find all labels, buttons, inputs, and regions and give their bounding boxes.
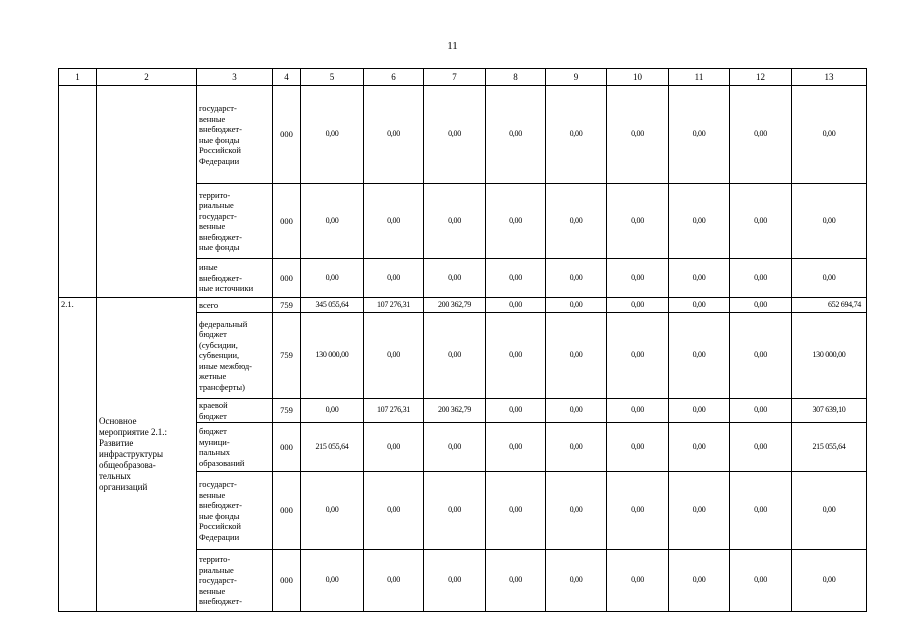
budget-code: 000 [273, 184, 301, 259]
amount-cell: 0,00 [546, 86, 607, 184]
funding-source-line: внебюджет- [199, 231, 242, 242]
amount-cell: 0,00 [792, 472, 867, 550]
funding-source-line: ные источники [199, 283, 254, 294]
section-title-line: мероприятие 2.1.: [99, 427, 167, 437]
funding-source [197, 259, 273, 298]
funding-source-line: трансферты) [199, 381, 245, 392]
amount-cell: 0,00 [364, 313, 424, 399]
column-header: 5 [301, 69, 364, 86]
amount-cell: 0,00 [730, 259, 792, 298]
funding-source [197, 298, 273, 313]
funding-source-line: террито- [199, 189, 231, 200]
amount-cell: 0,00 [301, 472, 364, 550]
funding-source-line: муници- [199, 436, 230, 447]
funding-source [197, 86, 273, 184]
amount-cell: 0,00 [546, 472, 607, 550]
amount-cell: 0,00 [546, 184, 607, 259]
funding-source [197, 184, 273, 259]
amount-cell: 0,00 [669, 550, 730, 612]
amount-cell: 0,00 [546, 399, 607, 423]
amount-cell: 200 362,79 [424, 399, 486, 423]
budget-code: 000 [273, 423, 301, 472]
amount-cell: 0,00 [607, 184, 669, 259]
amount-cell: 0,00 [364, 184, 424, 259]
funding-source-line: иные [199, 262, 218, 273]
funding-source-line: государст- [199, 210, 237, 221]
section-title-line: организаций [99, 482, 148, 492]
funding-source [197, 399, 273, 423]
amount-cell: 0,00 [301, 399, 364, 423]
funding-source-line: венные [199, 221, 226, 231]
amount-cell: 0,00 [424, 423, 486, 472]
funding-source-line: федеральный [199, 318, 248, 329]
funding-source-line: всего [199, 299, 219, 310]
section-number: 2.1. [59, 298, 97, 612]
description-cell [97, 86, 197, 298]
funding-source-line: образований [199, 457, 245, 468]
funding-source-line: пальных [199, 447, 231, 457]
amount-cell: 0,00 [669, 472, 730, 550]
amount-cell: 0,00 [730, 298, 792, 313]
funding-source-line: бюджет [199, 426, 227, 436]
funding-source-line: Российской [199, 145, 241, 155]
amount-cell: 215 055,64 [792, 423, 867, 472]
budget-code: 759 [273, 298, 301, 313]
amount-cell: 0,00 [486, 472, 546, 550]
amount-cell: 130 000,00 [792, 313, 867, 399]
column-header: 11 [669, 69, 730, 86]
funding-source-line: бюджет [199, 410, 227, 421]
amount-cell: 130 000,00 [301, 313, 364, 399]
header-row [59, 69, 867, 86]
amount-cell: 0,00 [669, 298, 730, 313]
amount-cell: 0,00 [669, 86, 730, 184]
amount-cell: 0,00 [486, 259, 546, 298]
amount-cell: 107 276,31 [364, 298, 424, 313]
budget-code: 000 [273, 86, 301, 184]
amount-cell: 0,00 [546, 423, 607, 472]
funding-source-line: риальные [199, 200, 234, 210]
funding-source [197, 313, 273, 399]
funding-source-line: краевой [199, 400, 228, 410]
amount-cell: 0,00 [792, 550, 867, 612]
budget-table [58, 68, 867, 612]
budget-code: 759 [273, 313, 301, 399]
amount-cell: 345 055,64 [301, 298, 364, 313]
amount-cell: 0,00 [364, 86, 424, 184]
column-header: 1 [59, 69, 97, 86]
amount-cell: 0,00 [364, 423, 424, 472]
amount-cell: 0,00 [424, 313, 486, 399]
funding-source-line: ные фонды [199, 242, 240, 252]
funding-source-line: венные [199, 113, 226, 124]
amount-cell: 0,00 [607, 259, 669, 298]
funding-source-line: жетные [199, 371, 227, 382]
funding-source-line: террито- [199, 554, 231, 565]
page-number: 11 [447, 40, 458, 52]
amount-cell: 0,00 [792, 86, 867, 184]
amount-cell: 0,00 [424, 259, 486, 298]
funding-source-line: государст- [199, 575, 237, 586]
table-row [59, 298, 867, 313]
budget-code: 000 [273, 472, 301, 550]
amount-cell: 0,00 [301, 86, 364, 184]
funding-source-line: риальные [199, 564, 234, 575]
section-title-line: Развитие [99, 438, 134, 448]
section-title-line: инфраструктуры [99, 449, 163, 459]
funding-source-line: (субсидии, [199, 339, 238, 350]
funding-source-line: внебюджет- [199, 272, 242, 283]
amount-cell: 0,00 [546, 259, 607, 298]
column-header: 12 [730, 69, 792, 86]
column-header: 9 [546, 69, 607, 86]
funding-source-line: бюджет [199, 329, 227, 340]
amount-cell: 0,00 [607, 423, 669, 472]
amount-cell: 107 276,31 [364, 399, 424, 423]
funding-source [197, 472, 273, 550]
amount-cell: 0,00 [424, 184, 486, 259]
amount-cell: 0,00 [730, 550, 792, 612]
amount-cell: 0,00 [486, 423, 546, 472]
amount-cell: 0,00 [669, 313, 730, 399]
funding-source-line: государст- [199, 479, 237, 489]
column-header: 3 [197, 69, 273, 86]
funding-source-line: государст- [199, 103, 237, 113]
amount-cell: 0,00 [730, 313, 792, 399]
column-header: 4 [273, 69, 301, 86]
amount-cell: 0,00 [424, 472, 486, 550]
amount-cell: 215 055,64 [301, 423, 364, 472]
amount-cell: 0,00 [486, 550, 546, 612]
amount-cell: 0,00 [730, 86, 792, 184]
code-cell [59, 86, 97, 298]
section-title-line: Основное [99, 416, 137, 426]
column-header: 13 [792, 69, 867, 86]
funding-source-line: внебюджет- [199, 124, 242, 134]
table-row [59, 86, 867, 184]
funding-source-line: венные [199, 585, 226, 596]
amount-cell: 0,00 [364, 259, 424, 298]
funding-source-line: субвенции, [199, 350, 240, 361]
amount-cell: 0,00 [486, 86, 546, 184]
amount-cell: 200 362,79 [424, 298, 486, 313]
amount-cell: 0,00 [730, 472, 792, 550]
amount-cell: 307 639,10 [792, 399, 867, 423]
column-header: 7 [424, 69, 486, 86]
amount-cell: 652 694,74 [792, 298, 867, 313]
amount-cell: 0,00 [669, 399, 730, 423]
amount-cell: 0,00 [607, 313, 669, 399]
amount-cell: 0,00 [546, 298, 607, 313]
amount-cell: 0,00 [669, 259, 730, 298]
amount-cell: 0,00 [546, 550, 607, 612]
column-header: 2 [97, 69, 197, 86]
amount-cell: 0,00 [546, 313, 607, 399]
amount-cell: 0,00 [486, 313, 546, 399]
amount-cell: 0,00 [301, 184, 364, 259]
amount-cell: 0,00 [607, 86, 669, 184]
section-title [97, 298, 197, 612]
amount-cell: 0,00 [607, 399, 669, 423]
amount-cell: 0,00 [730, 423, 792, 472]
amount-cell: 0,00 [669, 423, 730, 472]
column-header: 10 [607, 69, 669, 86]
budget-code: 000 [273, 259, 301, 298]
budget-code: 759 [273, 399, 301, 423]
amount-cell: 0,00 [669, 184, 730, 259]
amount-cell: 0,00 [486, 298, 546, 313]
amount-cell: 0,00 [364, 472, 424, 550]
column-header: 6 [364, 69, 424, 86]
funding-source-line: Федерации [199, 531, 240, 542]
budget-code: 000 [273, 550, 301, 612]
funding-source-line: ные фонды [199, 510, 240, 521]
funding-source-line: иные межбюд- [199, 360, 253, 371]
amount-cell: 0,00 [730, 399, 792, 423]
column-header: 8 [486, 69, 546, 86]
amount-cell: 0,00 [792, 184, 867, 259]
amount-cell: 0,00 [424, 86, 486, 184]
funding-source [197, 423, 273, 472]
section-title-line: тельных [99, 471, 131, 481]
amount-cell: 0,00 [301, 550, 364, 612]
amount-cell: 0,00 [424, 550, 486, 612]
funding-source-line: венные [199, 489, 226, 500]
funding-source [197, 550, 273, 612]
amount-cell: 0,00 [792, 259, 867, 298]
amount-cell: 0,00 [301, 259, 364, 298]
amount-cell: 0,00 [364, 550, 424, 612]
amount-cell: 0,00 [607, 298, 669, 313]
amount-cell: 0,00 [607, 550, 669, 612]
amount-cell: 0,00 [486, 184, 546, 259]
amount-cell: 0,00 [730, 184, 792, 259]
section-title-line: общеобразова- [99, 460, 156, 470]
funding-source-line: Федерации [199, 155, 240, 166]
funding-source-line: ные фонды [199, 134, 240, 145]
amount-cell: 0,00 [607, 472, 669, 550]
funding-source-line: внебюджет- [199, 500, 242, 510]
funding-source-line: внебюджет- [199, 596, 242, 607]
amount-cell: 0,00 [486, 399, 546, 423]
funding-source-line: Российской [199, 521, 241, 531]
